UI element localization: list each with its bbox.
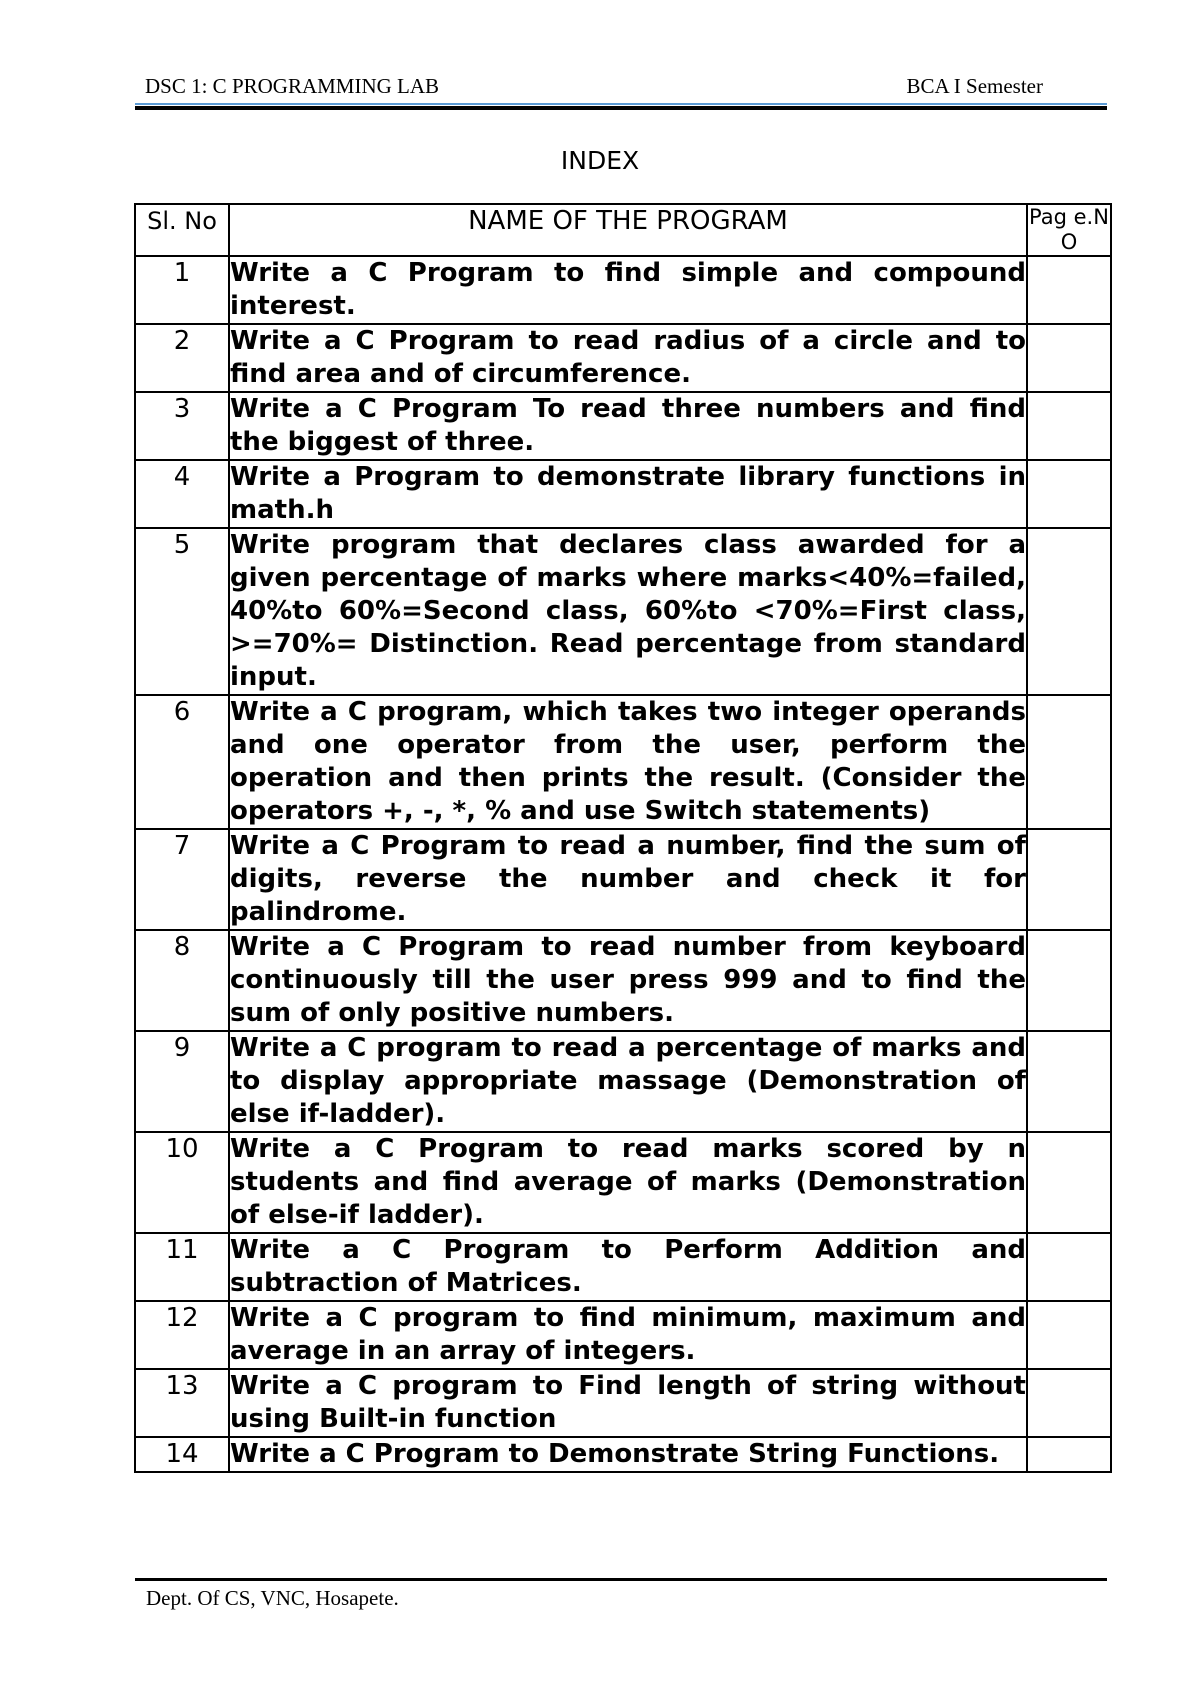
index-table — [134, 203, 1112, 1473]
row-program-name: Write a C Program to read number from keyboard continuously till the user press 999 and to find the sum of only positive numbers. — [229, 930, 1027, 1031]
row-page-number — [1027, 1301, 1111, 1369]
table-row — [135, 1233, 1111, 1301]
row-page-number — [1027, 1132, 1111, 1233]
table-row — [135, 324, 1111, 392]
row-program-name: Write a C program to read a percentage of marks and to display appropriate massage (Demonstration of else if-ladder). — [229, 1031, 1027, 1132]
row-page-number — [1027, 1369, 1111, 1437]
row-page-number — [1027, 1437, 1111, 1472]
row-page-number — [1027, 829, 1111, 930]
row-program-name: Write a C Program to read a number, find the sum of digits, reverse the number and check it for palindrome. — [229, 829, 1027, 930]
row-sl-number: 4 — [135, 460, 229, 528]
row-page-number — [1027, 460, 1111, 528]
table-row — [135, 1301, 1111, 1369]
table-row — [135, 1437, 1111, 1472]
header-rule-thin — [135, 103, 1107, 105]
row-page-number — [1027, 392, 1111, 460]
table-row — [135, 528, 1111, 695]
row-page-number — [1027, 695, 1111, 829]
row-page-number — [1027, 256, 1111, 324]
row-sl-number: 2 — [135, 324, 229, 392]
table-row — [135, 256, 1111, 324]
table-row — [135, 829, 1111, 930]
column-header-program-name: NAME OF THE PROGRAM — [229, 204, 1027, 256]
footer-rule — [135, 1578, 1107, 1581]
table-row — [135, 1132, 1111, 1233]
row-sl-number: 14 — [135, 1437, 229, 1472]
page-title: INDEX — [560, 146, 640, 175]
row-page-number — [1027, 1031, 1111, 1132]
row-program-name: Write a C Program To read three numbers and find the biggest of three. — [229, 392, 1027, 460]
row-sl-number: 9 — [135, 1031, 229, 1132]
table-row — [135, 1369, 1111, 1437]
row-sl-number: 1 — [135, 256, 229, 324]
page-footer: Dept. Of CS, VNC, Hosapete. — [146, 1586, 399, 1610]
row-sl-number: 5 — [135, 528, 229, 695]
row-program-name: Write a C Program to Demonstrate String Functions. — [229, 1437, 1027, 1472]
row-program-name: Write a C program to find minimum, maximum and average in an array of integers. — [229, 1301, 1027, 1369]
column-header-page-no: Pag e.N O — [1027, 204, 1111, 256]
row-sl-number: 3 — [135, 392, 229, 460]
row-program-name: Write a C Program to Perform Addition and subtraction of Matrices. — [229, 1233, 1027, 1301]
row-page-number — [1027, 528, 1111, 695]
column-header-sl-no: Sl. No — [135, 204, 229, 256]
page-header — [135, 70, 1053, 100]
table-row — [135, 1031, 1111, 1132]
row-page-number — [1027, 1233, 1111, 1301]
row-program-name: Write a C program to Find length of string without using Built-in function — [229, 1369, 1027, 1437]
row-page-number — [1027, 930, 1111, 1031]
row-sl-number: 13 — [135, 1369, 229, 1437]
row-sl-number: 6 — [135, 695, 229, 829]
table-row — [135, 695, 1111, 829]
row-program-name: Write a C Program to read marks scored by n students and find average of marks (Demonstration of else-if ladder). — [229, 1132, 1027, 1233]
row-program-name: Write program that declares class awarded for a given percentage of marks where marks<40%=failed, 40%to 60%=Second class, 60%to <70%=First class, >=70%= Distinction. Read percentage from standard input. — [229, 528, 1027, 695]
row-program-name: Write a C Program to read radius of a circle and to find area and of circumference. — [229, 324, 1027, 392]
header-rule-thick — [135, 106, 1107, 110]
table-header-row — [135, 204, 1111, 256]
row-sl-number: 8 — [135, 930, 229, 1031]
header-semester: BCA I Semester — [906, 74, 1043, 98]
table-row — [135, 460, 1111, 528]
table-row — [135, 392, 1111, 460]
row-program-name: Write a C Program to find simple and compound interest. — [229, 256, 1027, 324]
table-row — [135, 930, 1111, 1031]
row-page-number — [1027, 324, 1111, 392]
row-sl-number: 10 — [135, 1132, 229, 1233]
row-program-name: Write a C program, which takes two integer operands and one operator from the user, perform the operation and then prints the result. (Consider the operators +, -, *, % and use Switch statements) — [229, 695, 1027, 829]
header-course-title: DSC 1: C PROGRAMMING LAB — [145, 74, 440, 98]
row-sl-number: 11 — [135, 1233, 229, 1301]
row-sl-number: 7 — [135, 829, 229, 930]
row-program-name: Write a Program to demonstrate library functions in math.h — [229, 460, 1027, 528]
row-sl-number: 12 — [135, 1301, 229, 1369]
